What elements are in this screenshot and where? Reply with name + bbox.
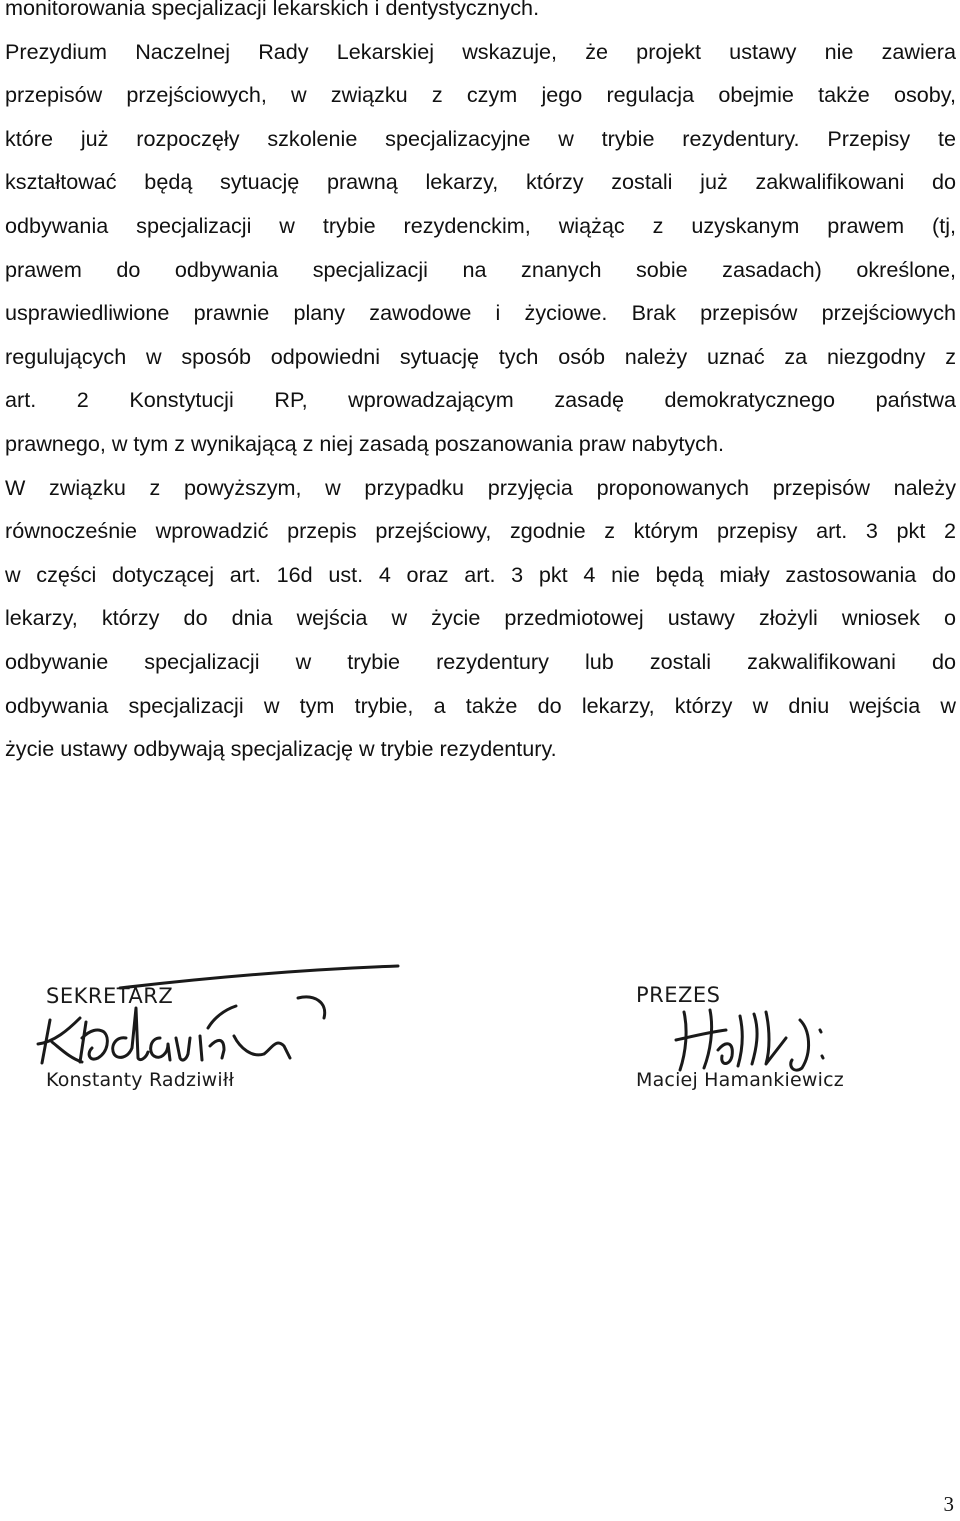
text-line-6: odbywania specjalizacji w trybie rezydenckim, wiążąc z uzyskanym prawem (tj, — [5, 212, 956, 238]
text-line-1: monitorowania specjalizacji lekarskich i dentystycznych. — [5, 0, 540, 20]
text-line-8: usprawiedliwione prawnie plany zawodowe i życiowe. Brak przepisów przejściowych — [5, 300, 956, 326]
text-line-15: lekarzy, którzy do dnia wejścia w życie przedmiotowej ustawy złożyli wniosek o — [5, 605, 956, 631]
president-signature — [670, 1000, 870, 1080]
president-name: Maciej Hamankiewicz — [636, 1069, 844, 1091]
secretary-title: SEKRETARZ — [46, 984, 174, 1008]
text-line-9: regulujących w sposób odpowiedni sytuację tych osób należy uznać za niezgodny z — [5, 343, 956, 369]
text-line-3: przepisów przejściowych, w związku z czym jego regulacja obejmie także osoby, — [5, 82, 956, 108]
text-line-4: które już rozpoczęły szkolenie specjalizacyjne w trybie rezydentury. Przepisy te — [5, 125, 956, 151]
page-number: 3 — [943, 1492, 954, 1516]
text-line-2: Prezydium Naczelnej Rady Lekarskiej wskazuje, że projekt ustawy nie zawiera — [5, 38, 956, 64]
text-line-17: odbywania specjalizacji w tym trybie, a także do lekarzy, którzy w dniu wejścia w — [5, 692, 956, 718]
text-line-12: W związku z powyższym, w przypadku przyjęcia proponowanych przepisów należy — [5, 474, 956, 500]
body-text — [5, 0, 956, 771]
text-line-13: równocześnie wprowadzić przepis przejściowy, zgodnie z którym przepisy art. 3 pkt 2 — [5, 518, 956, 544]
president-title: PREZES — [636, 983, 721, 1007]
text-line-14: w części dotyczącej art. 16d ust. 4 oraz art. 3 pkt 4 nie będą miały zastosowania do — [5, 561, 956, 587]
secretary-name: Konstanty Radziwiłł — [46, 1069, 235, 1091]
text-line-5: kształtować będą sytuację prawną lekarzy, którzy zostali już zakwalifikowani do — [5, 169, 956, 195]
text-line-18: życie ustawy odbywają specjalizację w trybie rezydentury. — [5, 736, 557, 762]
text-line-16: odbywanie specjalizacji w trybie rezydentury lub zostali zakwalifikowani do — [5, 648, 956, 674]
text-line-11: prawnego, w tym z wynikającą z niej zasadą poszanowania praw nabytych. — [5, 430, 724, 456]
text-line-7: prawem do odbywania specjalizacji na znanych sobie zasadach) określone, — [5, 256, 956, 282]
secretary-signature — [28, 958, 408, 1078]
text-line-10: art. 2 Konstytucji RP, wprowadzającym zasadę demokratycznego państwa — [5, 387, 956, 413]
